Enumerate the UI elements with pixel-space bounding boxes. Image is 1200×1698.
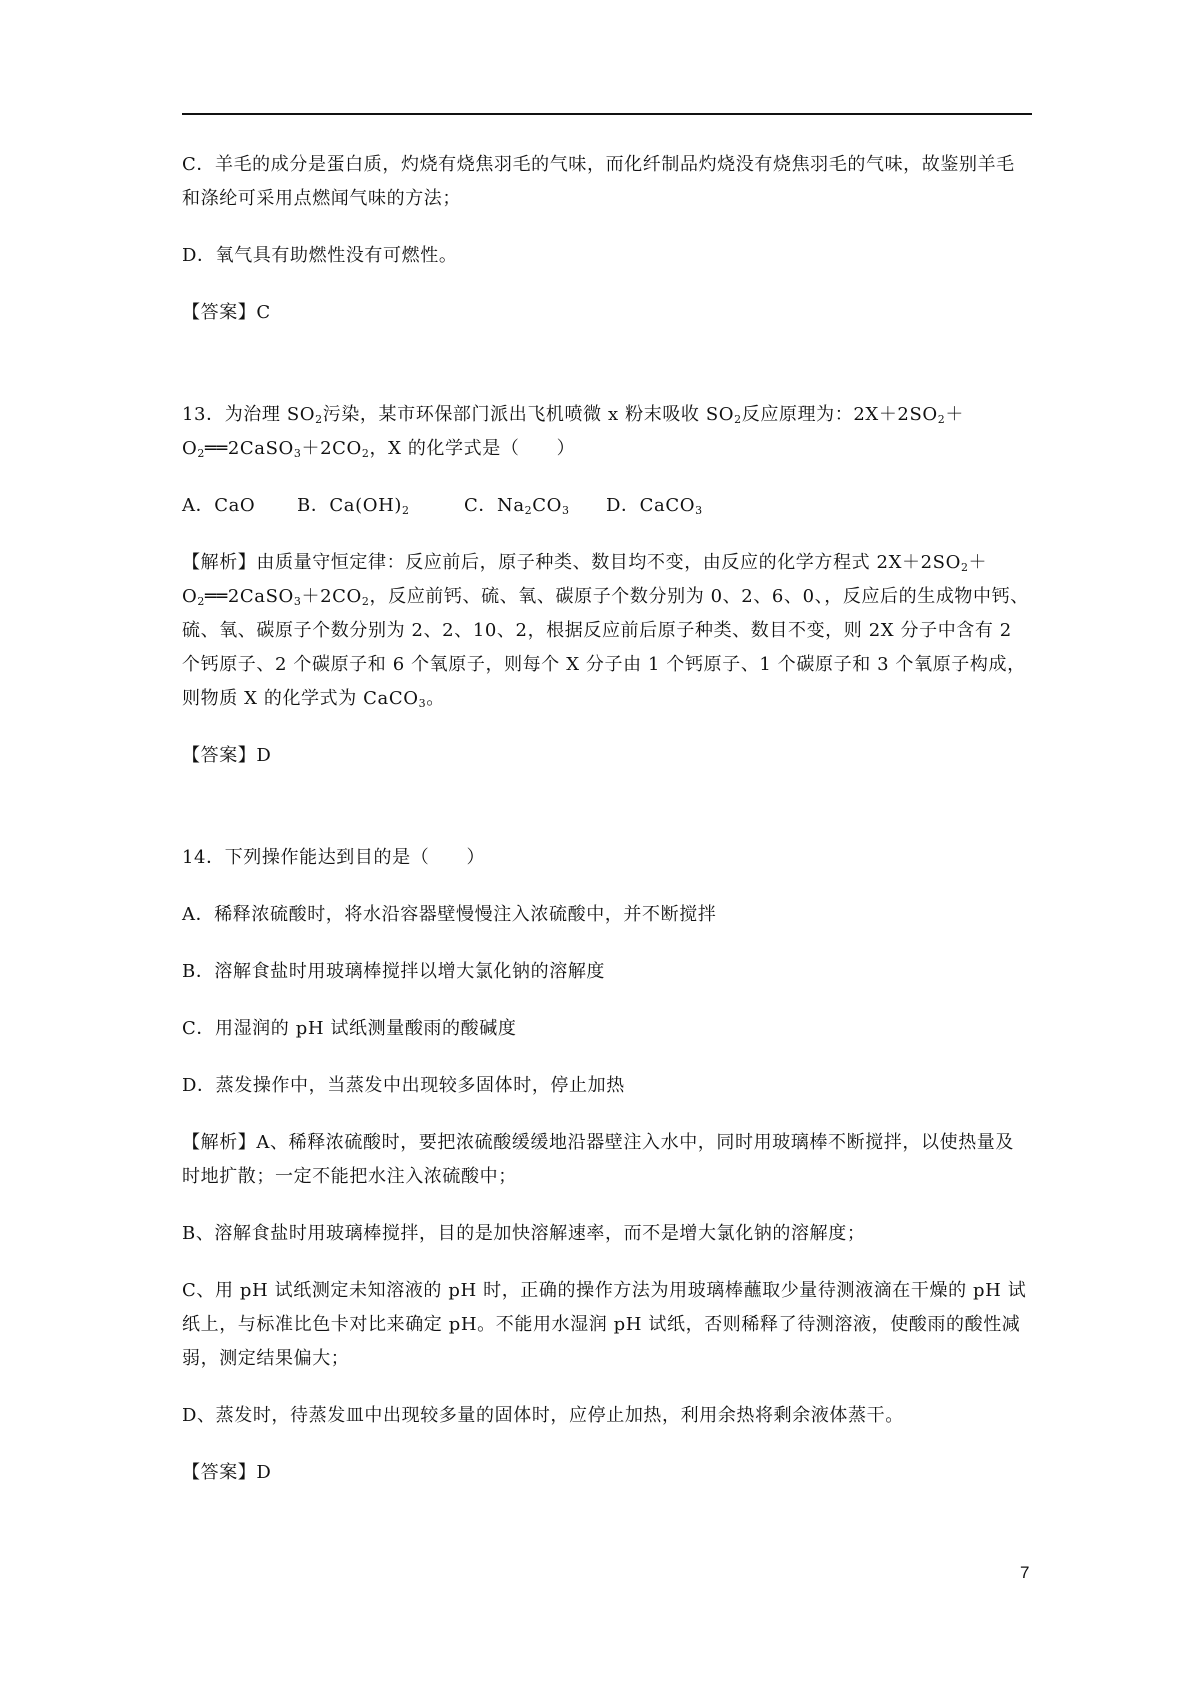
page-content (182, 148, 1032, 1513)
header-rule (182, 113, 1032, 115)
q14-analysis-a: 【解析】A、稀释浓硫酸时，要把浓硫酸缓缓地沿器壁注入水中，同时用玻璃棒不断搅拌，以使热量及时地扩散；一定不能把水注入浓硫酸中； (182, 1132, 1014, 1187)
q13-stem: 13．为治理 $SO_2$污染，某市环保部门派出飞机喷微 x 粉末吸收 $SO_2$反应原理为：$2X+2SO_2+O_2══2CaSO_3+2CO_2$，X 的化学式是（ ） (182, 404, 964, 460)
q14-analysis-b: B、溶解食盐时用玻璃棒搅拌，目的是加快溶解速率，而不是增大氯化钠的溶解度； (182, 1223, 866, 1244)
q12-answer: 【答案】C (182, 302, 271, 323)
q13-option-b: B．$Ca(OH)_2$ (297, 495, 410, 517)
q14-stem: 14．下列操作能达到目的是（ ） (182, 847, 486, 868)
q13-option-a: A．CaO (182, 495, 256, 516)
q14-analysis-d: D、蒸发时，待蒸发皿中出现较多量的固体时，应停止加热，利用余热将剩余液体蒸干。 (182, 1405, 904, 1426)
q13-answer: 【答案】D (182, 745, 272, 766)
q14-analysis-c: C、用 pH 试纸测定未知溶液的 pH 时，正确的操作方法为用玻璃棒蘸取少量待测液滴在干燥的 pH 试纸上，与标准比色卡对比来确定 pH。不能用水湿润 pH 试纸，否则稀释了待测溶液，使酸雨的酸性减弱，测定结果偏大； (182, 1280, 1027, 1369)
q13-option-c: C．$Na_2CO_3$ (464, 495, 570, 517)
q13-analysis: 【解析】由质量守恒定律：反应前后，原子种类、数目均不变，由反应的化学方程式 $2X+2SO_2+O_2══2CaSO_3+2CO_2$，反应前钙、硫、氧、碳原子个数分别为 0、2、6、0、，反应后的生成物中钙、硫、氧、碳原子个数分别为 2、2、10、2，根据反应前后原子种类、数目不变，则 2X 分子中含有 2 个钙原子、2 个碳原子和 6 个氧原子，则每个 X 分子由 1 个钙原子、1 个碳原子和 3 个氧原子构成，则物质 X 的化学式为 CaCO$_3$。 (182, 552, 1029, 710)
q12-option-c: C．羊毛的成分是蛋白质，灼烧有烧焦羽毛的气味，而化纤制品灼烧没有烧焦羽毛的气味，故鉴别羊毛和涤纶可采用点燃闻气味的方法； (182, 154, 1015, 209)
q12-option-d: D．氧气具有助燃性没有可燃性。 (182, 245, 458, 266)
q14-option-b: B．溶解食盐时用玻璃棒搅拌以增大氯化钠的溶解度 (182, 961, 606, 982)
q14-option-a: A．稀释浓硫酸时，将水沿容器壁慢慢注入浓硫酸中，并不断搅拌 (182, 904, 717, 925)
q14-answer: 【答案】D (182, 1462, 272, 1483)
q14-option-d: D．蒸发操作中，当蒸发中出现较多固体时，停止加热 (182, 1075, 625, 1096)
page-number: 7 (1020, 1563, 1030, 1582)
q14-option-c: C．用湿润的 pH 试纸测量酸雨的酸碱度 (182, 1018, 517, 1039)
q13-options (182, 489, 1032, 523)
q13-option-d: D．CaCO$_3$ (606, 495, 703, 517)
